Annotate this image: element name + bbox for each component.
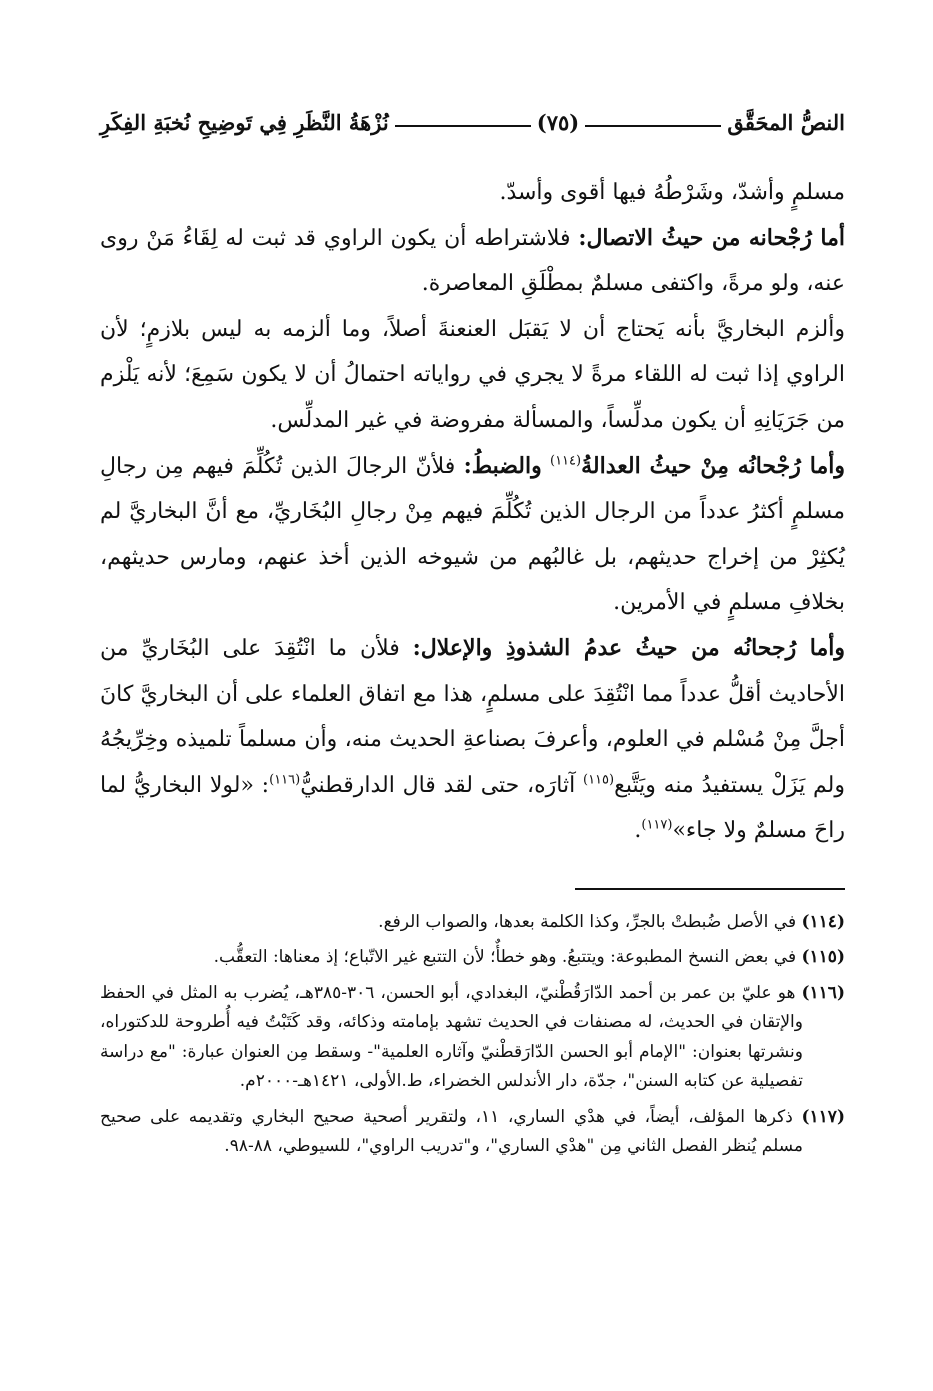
- footnote-ref-116[interactable]: (١١٦): [269, 772, 301, 788]
- paragraph-2-text: فلاشتراطه أن يكون الراوي قد ثبت له لِقَاءُ مَنْ روى عنه، ولو مرةً، واكتفى مسلمٌ بمطْلَقِ المعاصرة.: [100, 225, 845, 297]
- paragraph-5-text-c: : «لولا البخاريُّ لما راحَ مسلمٌ ولا جاء»: [100, 772, 845, 844]
- paragraph-4-heading-cont: والضبطُ:: [463, 452, 542, 479]
- footnote-116: [100, 979, 845, 1097]
- footnote-ref-117[interactable]: (١١٧): [641, 817, 673, 833]
- footnote-number: (١١٦): [801, 982, 845, 1003]
- footnote-text: هو عليّ بن عمر بن أحمد الدّارَقُطْنيّ، البغدادي، أبو الحسن، ٣٠٦-٣٨٥هـ، يُضرب به المثل في الحفظ والإتقان في الحديث، له مصنفات في الحديث تشهد بإمامته وذكائه، وقد كَتَبْتُ فيه أُطروحة للدكتوراه، ونشرتها بعنوان: "الإمام أبو الحسن الدّارَقطْنيّ وآثاره العلمية"- وسقط مِن العنوان عبارة: "مع دراسة تفصيلية عن كتابه السنن"، جدّة، دار الأندلس الخضراء، ط.الأولى، ١٤٢١هـ-٢٠٠٠م.: [100, 982, 803, 1092]
- section-title: النصُّ المحَقَّق: [727, 109, 845, 135]
- footnote-number: (١١٤): [801, 911, 845, 932]
- footnote-ref-114[interactable]: (١١٤): [550, 453, 582, 469]
- paragraph-3-text: وألزم البخاريَّ بأنه يَحتاج أن لا يَقبَل العنعنةَ أصلاً، وما ألزمه به ليس بلازمٍ؛ لأن الراوي إذا ثبت له اللقاء مرةً لا يجري في رواياته احتمالُ أن لا يكون سَمِعَ؛ لأنه يَلْزم من جَرَيَانِهِ أن يكون مدلِّساً، والمسألة مفروضة في غير المدلِّس.: [100, 316, 845, 433]
- main-text: [100, 170, 845, 854]
- footnote-115: [100, 943, 845, 973]
- paragraph-1-text: مسلمٍ وأشدّ، وشَرْطُهُ فيها أقوى وأسدّ.: [499, 180, 845, 205]
- page-number: (٧٥): [536, 109, 580, 135]
- paragraph-1: [100, 170, 845, 216]
- footnote-number: (١١٥): [801, 947, 845, 968]
- paragraph-5-text-d: .: [634, 818, 642, 844]
- paragraph-5-text-a: فلأن ما انْتُقِدَ على البُخَاريِّ من الأحاديث أقلُّ عدداً مما انْتُقِدَ على مسلمٍ، هذا مع اتفاق العلماء على أن البخاريَّ كانَ أجلَّ مِنْ مُسْلم في العلوم، وأعرفَ بصناعةِ الحديث منه، وأن مسلماً تلميذه وخِرِّيجُهُ ولم يَزَلْ يستفيدُ منه ويَتَّبع: [100, 635, 846, 798]
- paragraph-4: [100, 444, 845, 626]
- header-rule-right: [585, 125, 721, 127]
- paragraph-2-heading: أما رُجْحانه من حيثُ الاتصال:: [578, 224, 845, 251]
- paragraph-5-heading: وأما رُجحانُه من حيثُ عدمُ الشذوذِ والإعلال:: [412, 634, 845, 661]
- paragraph-4-heading: وأما رُجْحانُه مِنْ حيثُ العدالةُ: [581, 452, 845, 479]
- footnote-text: ذكرها المؤلف، أيضاً، في هدْي الساري، ١١، ولتقرير أصحية صحيح البخاري وتقديمه على صحيح مسلم يُنظر الفصل الثاني مِن "هدْي الساري"، و"تدريب الراوي"، للسيوطي، ٨٨-٩٨.: [100, 1106, 803, 1157]
- running-header: [100, 100, 845, 144]
- header-rule-left: [395, 125, 531, 127]
- paragraph-2: [100, 216, 845, 307]
- footnote-ref-115[interactable]: (١١٥): [583, 772, 615, 788]
- footnote-separator: [575, 888, 845, 890]
- footnote-text: في بعض النسخ المطبوعة: ويتتبعُ. وهو خطأٌ؛ لأن التتبع غير الاتّباع؛ إذ معناها: التعقُّب.: [213, 947, 797, 968]
- paragraph-4-text: فلأنّ الرجالَ الذين تُكُلِّمَ فيهم مِن رجالِ مسلمٍ أكثرُ عدداً من الرجال الذين تُكُلِّمَ فيهم مِنْ رجالِ البُخَاريِّ، مع أنَّ البخاريَّ لم يُكثِرْ من إخراج حديثهم، بل غالبُهم من شيوخه الذين أخذ عنهم، ومارس حديثهم، بخلافِ مسلمٍ في الأمرين.: [100, 453, 845, 616]
- paragraph-5-text-b: آثارَه، حتى لقد قال الدارقطنيُّ: [300, 772, 576, 798]
- footnote-114: [100, 908, 845, 938]
- paragraph-3: [100, 307, 845, 444]
- footnotes: [100, 908, 845, 1162]
- book-page: [100, 100, 845, 1168]
- footnote-117: [100, 1103, 845, 1162]
- book-title: نُزْهَةُ النَّظَرِ فِي تَوضِيحِ نُخبَةِ الفِكَرِ: [99, 109, 389, 135]
- paragraph-5: [100, 626, 845, 854]
- footnote-number: (١١٧): [801, 1106, 845, 1127]
- footnote-text: في الأصل ضُبطتْ بالجرِّ، وكذا الكلمة بعدها، والصواب الرفع.: [378, 911, 797, 932]
